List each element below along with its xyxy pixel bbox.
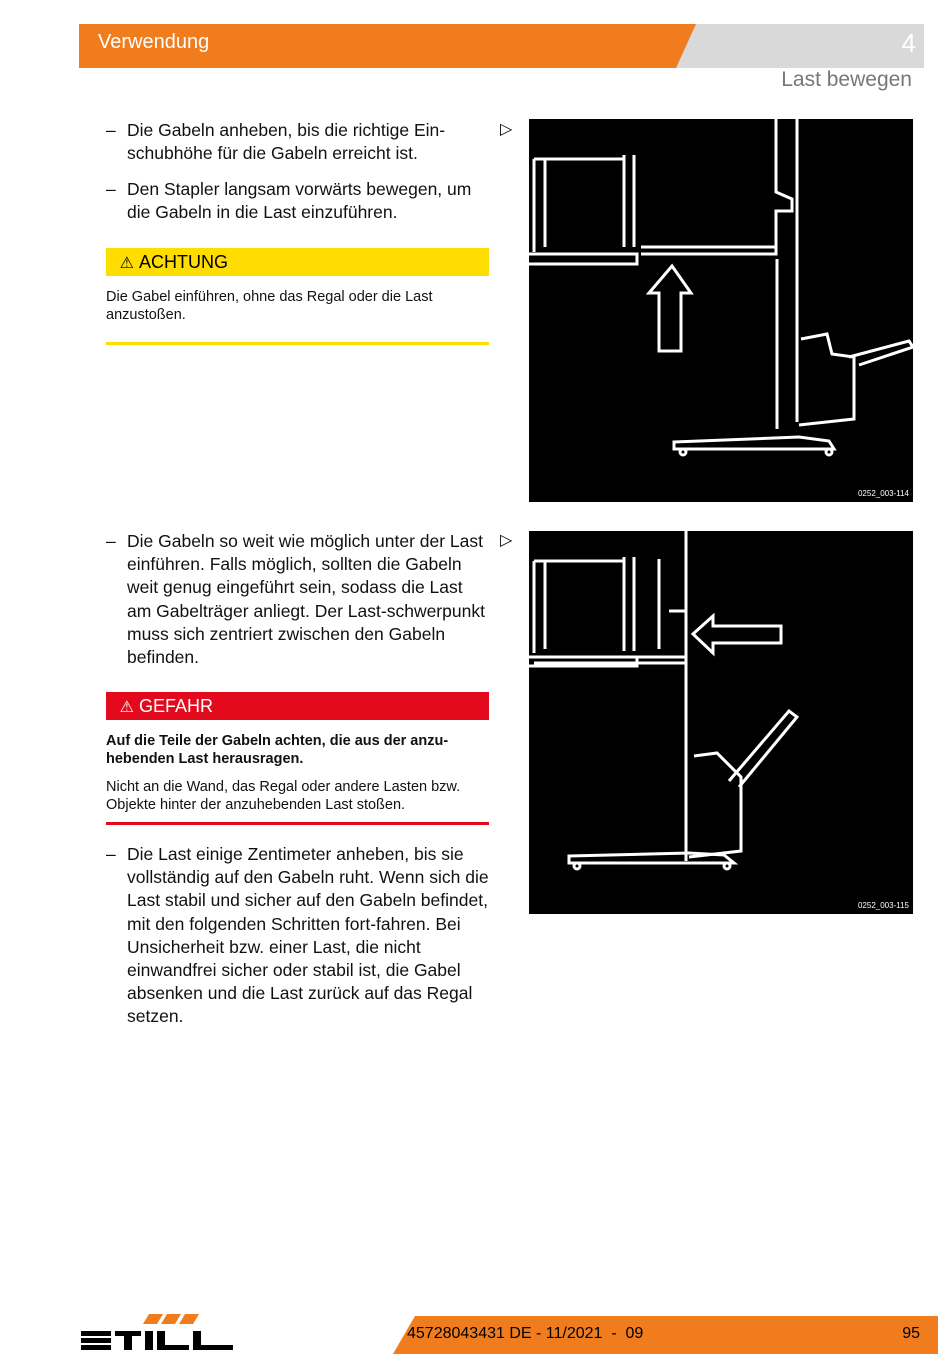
still-logo-icon — [79, 1312, 237, 1360]
document-number: 45728043431 DE - 11/2021 - 09 — [407, 1325, 644, 1342]
figure-fork-insert — [529, 531, 913, 914]
step-item — [106, 530, 491, 669]
caution-banner — [106, 248, 489, 276]
warning-icon: ⚠ — [119, 699, 134, 716]
step-item — [106, 843, 491, 1029]
page-subtitle: Last bewegen — [781, 68, 912, 91]
figure-fork-raise — [529, 119, 913, 502]
danger-banner — [106, 692, 489, 720]
caution-rule — [106, 342, 489, 345]
danger-text: Nicht an die Wand, das Regal oder andere Lasten bzw. Objekte hinter der anzuhebenden Last stoßen. — [106, 779, 461, 813]
forklift-illustration — [529, 119, 913, 502]
caution-label: ACHTUNG — [139, 252, 228, 272]
page-number: 95 — [902, 1325, 920, 1342]
figure-code: 0252_003-115 — [857, 901, 909, 910]
step-text: Die Gabeln so weit wie möglich unter der Last einführen. Falls möglich, sollten die Gabeln weit genug eingeführt sein, sodass die Last am Gabelträger anliegt. Der Last-schwerpunkt muss sich zentriert zwischen den Gabeln befinden. — [127, 531, 485, 668]
chapter-number: 4 — [901, 28, 916, 58]
warning-icon: ⚠ — [119, 255, 134, 272]
step-item — [106, 119, 491, 165]
figure-pointer-icon: ▷ — [500, 532, 513, 549]
step-text: Die Last einige Zentimeter anheben, bis sie vollständig auf den Gabeln ruht. Wenn sich die Last stabil und sicher auf den Gabeln befindet, mit den folgenden Schritten fort-fahren. Bei Unsicherheit bzw. einer Last, die nicht einwandfrei sicher oder stabil ist, die Gabel absenken und die Last zurück auf das Regal setzen. — [127, 844, 489, 1027]
danger-rule — [106, 822, 489, 825]
dash-marker: – — [106, 120, 116, 140]
section-title: Verwendung — [98, 31, 210, 53]
danger-label: GEFAHR — [139, 696, 214, 716]
dash-marker: – — [106, 531, 116, 551]
caution-text: Die Gabel einführen, ohne das Regal oder die Last anzustoßen. — [106, 289, 433, 323]
dash-marker: – — [106, 179, 116, 199]
still-logo — [79, 1312, 237, 1360]
forklift-illustration — [529, 531, 913, 914]
step-text: Die Gabeln anheben, bis die richtige Ein-schubhöhe für die Gabeln erreicht ist. — [127, 120, 446, 164]
danger-text-bold: Auf die Teile der Gabeln achten, die aus der anzu-hebenden Last herausragen. — [106, 733, 449, 767]
dash-marker: – — [106, 844, 116, 864]
figure-pointer-icon: ▷ — [500, 121, 513, 138]
figure-code: 0252_003-114 — [857, 489, 909, 498]
step-item — [106, 178, 491, 224]
step-text: Den Stapler langsam vorwärts bewegen, um die Gabeln in die Last einzuführen. — [127, 179, 472, 223]
